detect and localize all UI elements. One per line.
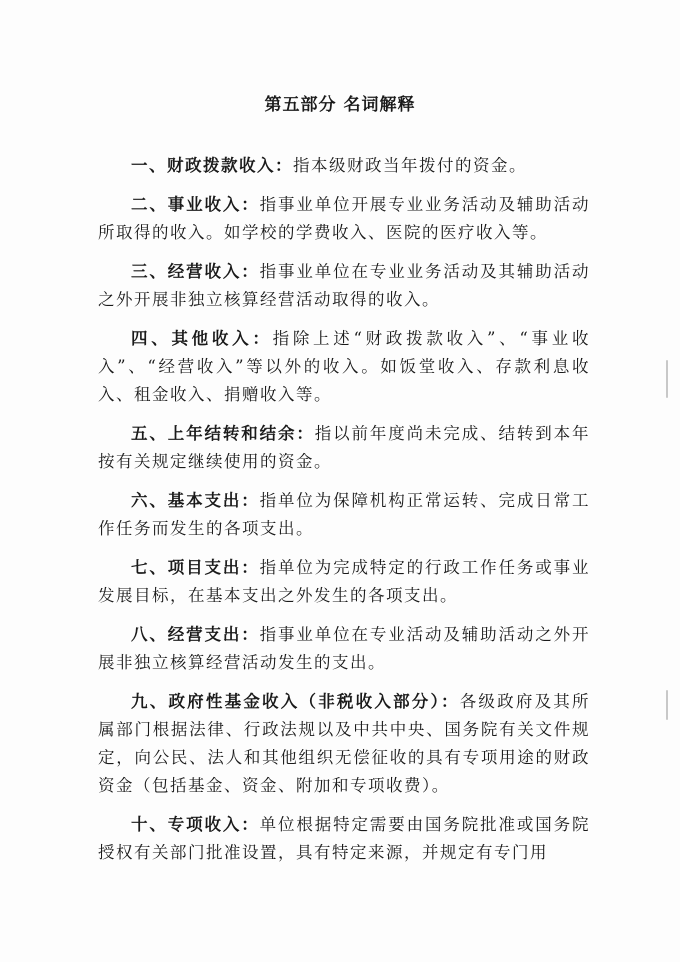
definition-term: 十、专项收入： [131, 815, 260, 834]
definition-term: 五、上年结转和结余： [131, 424, 315, 443]
definition-text: 指事业单位开展专业业务活动及辅助活动所取得的收入。如学校的学费收入、医院的医疗收入等。 [98, 195, 590, 242]
definition-text: 各级政府及其所属部门根据法律、行政法规以及中共中央、国务院有关文件规定，向公民、法人和其他组织无偿征收的具有专项用途的财政资金（包括基金、资金、附加和专项收费）。 [98, 692, 590, 795]
scan-artifact [666, 360, 668, 398]
definition-text: 指以前年度尚未完成、结转到本年按有关规定继续使用的资金。 [98, 424, 590, 471]
definition-item [98, 152, 590, 180]
definition-term: 三、经营收入： [131, 262, 260, 281]
definition-term: 九、政府性基金收入（非税收入部分）： [131, 692, 460, 711]
definition-text: 指单位为保障机构正常运转、完成日常工作任务而发生的各项支出。 [98, 491, 590, 538]
definition-item [98, 325, 590, 409]
definition-term: 六、基本支出： [131, 491, 260, 510]
definition-term: 七、项目支出： [131, 558, 260, 577]
definition-term: 二、事业收入： [131, 195, 260, 214]
definition-item [98, 811, 590, 867]
definition-item [98, 191, 590, 247]
definition-text: 指除上述“财政拨款收入”、“事业收入”、“经营收入”等以外的收入。如饭堂收入、存款利息收入、租金收入、捐赠收入等。 [98, 329, 591, 404]
scan-artifact [666, 690, 668, 720]
definitions-list [98, 152, 590, 878]
definition-item [98, 420, 590, 476]
definition-text: 指事业单位在专业活动及辅助活动之外开展非独立核算经营活动发生的支出。 [98, 625, 590, 672]
definition-term: 八、经营支出： [131, 625, 260, 644]
definition-item [98, 554, 590, 610]
page-title: 第五部分 名词解释 [264, 95, 416, 115]
definition-term: 四、其他收入： [131, 329, 273, 348]
definition-item [98, 688, 590, 800]
definition-item [98, 258, 590, 314]
definition-term: 一、财政拨款收入： [131, 156, 293, 175]
definition-text: 指事业单位在专业业务活动及其辅助活动之外开展非独立核算经营活动取得的收入。 [98, 262, 590, 309]
definition-text: 单位根据特定需要由国务院批准或国务院授权有关部门批准设置，具有特定来源，并规定有专门用 [98, 815, 590, 862]
definition-text: 指单位为完成特定的行政工作任务或事业发展目标，在基本支出之外发生的各项支出。 [98, 558, 590, 605]
definition-item [98, 487, 590, 543]
definition-item [98, 621, 590, 677]
definition-text: 指本级财政当年拨付的资金。 [293, 156, 527, 175]
